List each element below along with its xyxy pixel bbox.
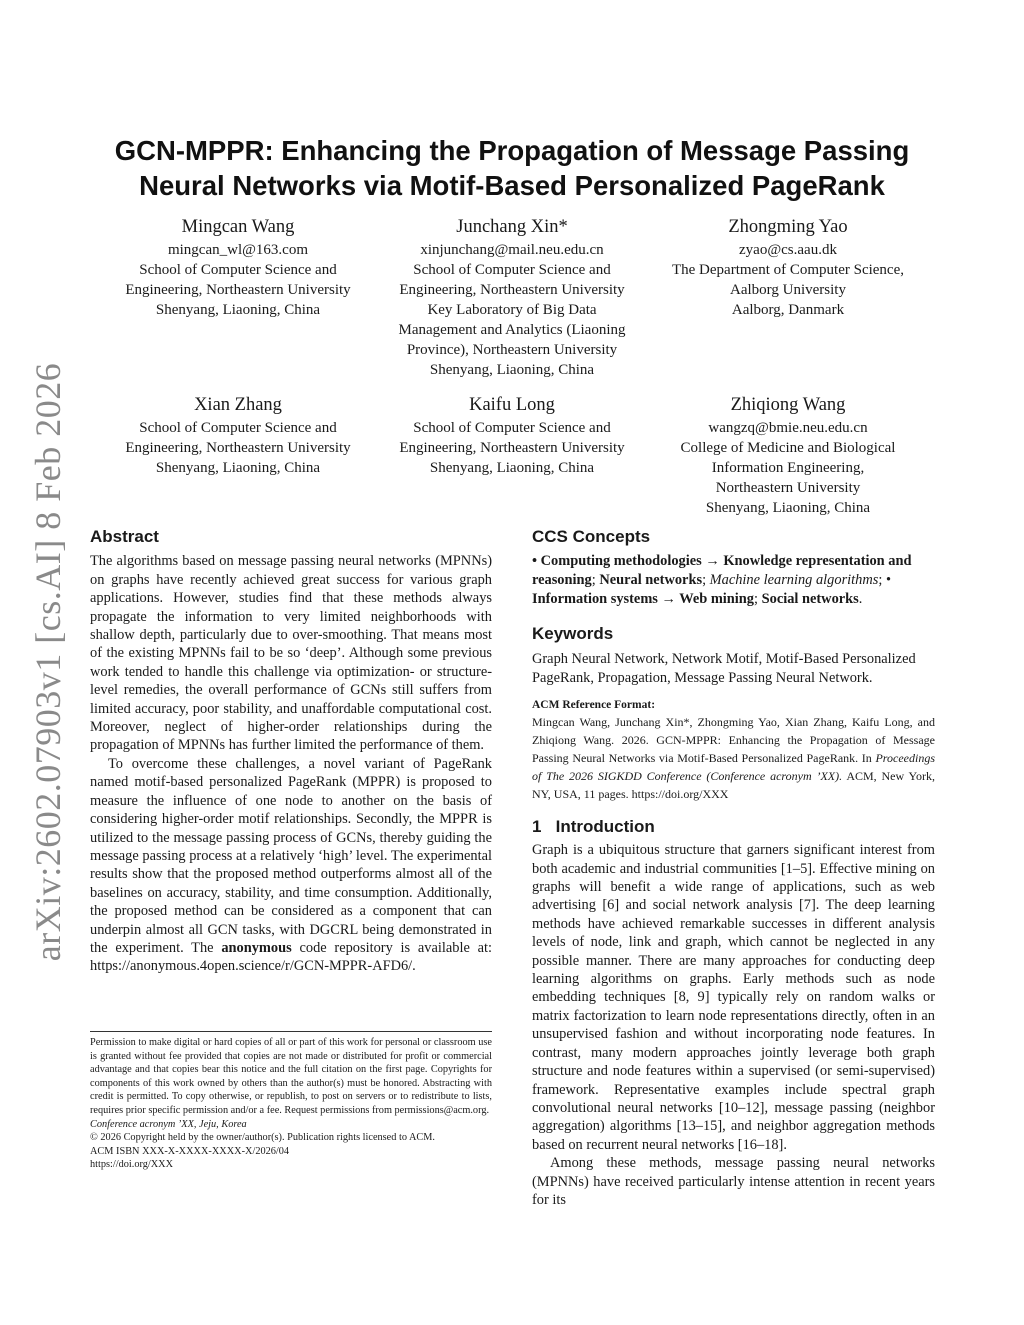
intro-paragraph-1: Graph is a ubiquitous structure that garners significant interest from both academic and industrial communities [1–5]. Effective mining on graphs will benefit a wide range of applications, such as web advertising [6] and social network analysis [7]. The deep learning methods have achieved remarkable successes in different analysis levels of node, link and graph, which cannot be neglected in any possible manner. There are many approaches for conducting deep learning algorithms on graphs. Early methods such as node embedding techniques [8, 9] typically rely on random walks or matrix factorization to learn node representations directly, often in an unsupervised fashion and without incorporating node features. In contrast, many modern approaches jointly leverage both graph structure and node features within a supervised (or semi-supervised) framework. Representative examples include spectral graph convolutional neural networks [10–12], message passing (neighbor aggregation) algorithms [13–15], and neighbor aggregation methods based on recurrent neural networks [16–18]. bbox=[532, 842, 935, 1153]
author-block-5 bbox=[372, 393, 652, 478]
author-affiliation: School of Computer Science and bbox=[139, 420, 337, 436]
ccs-separator: ; • bbox=[878, 572, 891, 589]
copyright-line: © 2026 Copyright held by the owner/author(s). Publication rights licensed to ACM. bbox=[90, 1132, 436, 1144]
footnote-divider bbox=[90, 1031, 492, 1032]
acm-reference-proceedings: Proceedings of The 2026 SIGKDD Conference (Conference acronym ’XX). bbox=[532, 750, 936, 783]
author-affiliation: School of Computer Science and bbox=[413, 420, 611, 436]
ccs-separator: ; bbox=[702, 572, 710, 589]
ccs-separator: ; bbox=[591, 572, 600, 589]
right-column bbox=[532, 528, 935, 1209]
author-location: Shenyang, Liaoning, China bbox=[705, 500, 871, 516]
author-block-3 bbox=[648, 215, 928, 320]
author-affiliation: College of Medicine and Biological bbox=[680, 440, 896, 456]
author-location: Shenyang, Liaoning, China bbox=[429, 362, 595, 378]
isbn-line: ACM ISBN XXX-X-XXXX-XXXX-X/2026/04 bbox=[90, 1145, 290, 1157]
author-affiliation: Management and Analytics (Liaoning bbox=[398, 322, 626, 338]
author-block-4 bbox=[98, 393, 378, 478]
author-name: Zhiqiong Wang bbox=[730, 395, 846, 415]
intro-paragraph-2: Among these methods, message passing neural networks (MPNNs) have received particularly intense attention in recent years for its bbox=[532, 1155, 935, 1208]
abstract-paragraph-2 bbox=[90, 755, 492, 976]
ccs-term: Machine learning algorithms bbox=[709, 572, 879, 589]
ccs-heading: CCS Concepts bbox=[532, 527, 651, 546]
permission-footnote bbox=[90, 1036, 492, 1172]
doi-link[interactable]: https://doi.org/XXX bbox=[90, 1159, 174, 1171]
author-block-6 bbox=[648, 393, 928, 518]
author-affiliation: Key Laboratory of Big Data bbox=[427, 302, 597, 318]
paper-title bbox=[100, 133, 924, 203]
author-name: Zhongming Yao bbox=[728, 217, 848, 237]
ccs-term: Information systems → Web mining bbox=[532, 591, 755, 608]
repository-link[interactable]: code repository is available at: https://anonymous.4open.science/r/GCN-MPPR-AFD6/. bbox=[90, 939, 492, 975]
author-block-2 bbox=[372, 215, 652, 380]
keywords-heading: Keywords bbox=[532, 624, 614, 644]
author-email[interactable]: xinjunchang@mail.neu.edu.cn bbox=[420, 242, 604, 258]
abstract-heading: Abstract bbox=[90, 527, 159, 546]
arxiv-identifier-stamp: arXiv:2602.07903v1 [cs.AI] 8 Feb 2026 bbox=[28, 362, 68, 962]
author-name: Junchang Xin* bbox=[456, 217, 568, 237]
author-location: Aalborg, Danmark bbox=[731, 302, 845, 318]
author-block-1 bbox=[98, 215, 378, 320]
author-name: Xian Zhang bbox=[194, 395, 282, 415]
author-email[interactable]: mingcan_wl@163.com bbox=[167, 242, 309, 258]
author-affiliation: The Department of Computer Science, bbox=[671, 262, 904, 278]
title-line-1: GCN-MPPR: Enhancing the Propagation of Message Passing bbox=[114, 135, 910, 166]
author-affiliation: Aalborg University bbox=[730, 282, 846, 298]
keywords-text: Graph Neural Network, Network Motif, Motif-Based Personalized PageRank, Propagation, Message Passing Neural Network. bbox=[532, 650, 916, 686]
ccs-concepts bbox=[532, 552, 935, 609]
author-affiliation: School of Computer Science and bbox=[139, 262, 337, 278]
author-email[interactable]: zyao@cs.aau.dk bbox=[739, 242, 837, 258]
acm-reference-authors: Mingcan Wang, Junchang Xin*, Zhongming Yao, Xian Zhang, Kaifu Long, and Zhiqiong Wang. 2026. GCN-MPPR: Enhancing the Propagation of Message Passing Neural Networks via Motif-Based Personalized PageRank. In bbox=[532, 714, 935, 765]
author-affiliation: Engineering, Northeastern University bbox=[125, 282, 351, 298]
author-affiliation: Northeastern University bbox=[715, 480, 861, 496]
abstract-paragraph-2-text: To overcome these challenges, a novel variant of PageRank named motif-based personalized PageRank (MPPR) is proposed to measure the influence of one node to another on the basis of considering higher-order motif relationships. Secondly, the MPPR is utilized to the message passing process of GCNs, thereby guiding the message passing process at a relatively ‘high’ level. The experimental results show that the proposed method outperforms almost all of the baselines on accuracy, stability, and time consumption. Additionally, the proposed method can be considered as a component that can underpin almost all GCN tasks, with DGCRL being demonstrated in the experiment. The bbox=[90, 755, 492, 956]
acm-reference-text bbox=[532, 713, 935, 803]
author-affiliation: Engineering, Northeastern University bbox=[399, 440, 625, 456]
ccs-term: Social networks bbox=[761, 591, 859, 608]
acm-reference-publisher: ACM, New York, NY, USA, 11 pages. https://doi.org/XXX bbox=[532, 768, 936, 801]
ccs-term: • Computing methodologies → Knowledge representation and reasoning bbox=[532, 553, 912, 589]
author-email[interactable]: wangzq@bmie.neu.edu.cn bbox=[708, 420, 868, 436]
conference-line: Conference acronym ’XX, Jeju, Korea bbox=[90, 1118, 247, 1130]
ccs-end: . bbox=[858, 591, 863, 608]
abstract-paragraph-1: The algorithms based on message passing neural networks (MPNNs) on graphs have recently achieved great success for various graph applications. However, studies find that these methods always propagate the information to very limited neighborhoods with shallow depth, particularly due to over-smoothing. That means most of the existing MPNNs fail to be so ‘deep’. Although some previous work tended to handle this challenge via optimization- or structure-level remedies, the overall performance of GCNs still suffers from limited accuracy, poor stability, and unaffordable computational cost. Moreover, neglect of higher-order relationships during the propagation of MPNNs has further limited the performance of them. bbox=[90, 553, 492, 754]
author-affiliation: Province), Northeastern University bbox=[406, 342, 618, 358]
title-line-2: Neural Networks via Motif-Based Personalized PageRank bbox=[139, 170, 885, 201]
author-affiliation: Engineering, Northeastern University bbox=[399, 282, 625, 298]
author-affiliation: School of Computer Science and bbox=[413, 262, 611, 278]
acm-reference-heading: ACM Reference Format: bbox=[532, 698, 656, 711]
permission-text: Permission to make digital or hard copies of all or part of this work for personal or classroom use is granted without fee provided that copies are not made or distributed for profit or commercial advantage and that copies bear this notice and the full citation on the first page. Copyrights for components of this work owned by others than the author(s) must be honored. Abstracting with credit is permitted. To copy otherwise, or republish, to post on servers or to redistribute to lists, requires prior specific permission and/or a fee. Request permissions from permissions@acm.org. bbox=[90, 1037, 492, 1116]
author-location: Shenyang, Liaoning, China bbox=[155, 302, 321, 318]
ccs-separator: ; bbox=[754, 591, 762, 608]
author-affiliation: Information Engineering, bbox=[711, 460, 865, 476]
author-location: Shenyang, Liaoning, China bbox=[429, 460, 595, 476]
author-name: Kaifu Long bbox=[469, 395, 555, 415]
author-name: Mingcan Wang bbox=[181, 217, 295, 237]
introduction-heading: 1 Introduction bbox=[532, 816, 655, 836]
abstract-section bbox=[90, 528, 492, 976]
ccs-term: Neural networks bbox=[599, 572, 703, 589]
author-location: Shenyang, Liaoning, China bbox=[155, 460, 321, 476]
anonymous-emphasis: anonymous bbox=[221, 939, 292, 956]
author-affiliation: Engineering, Northeastern University bbox=[125, 440, 351, 456]
